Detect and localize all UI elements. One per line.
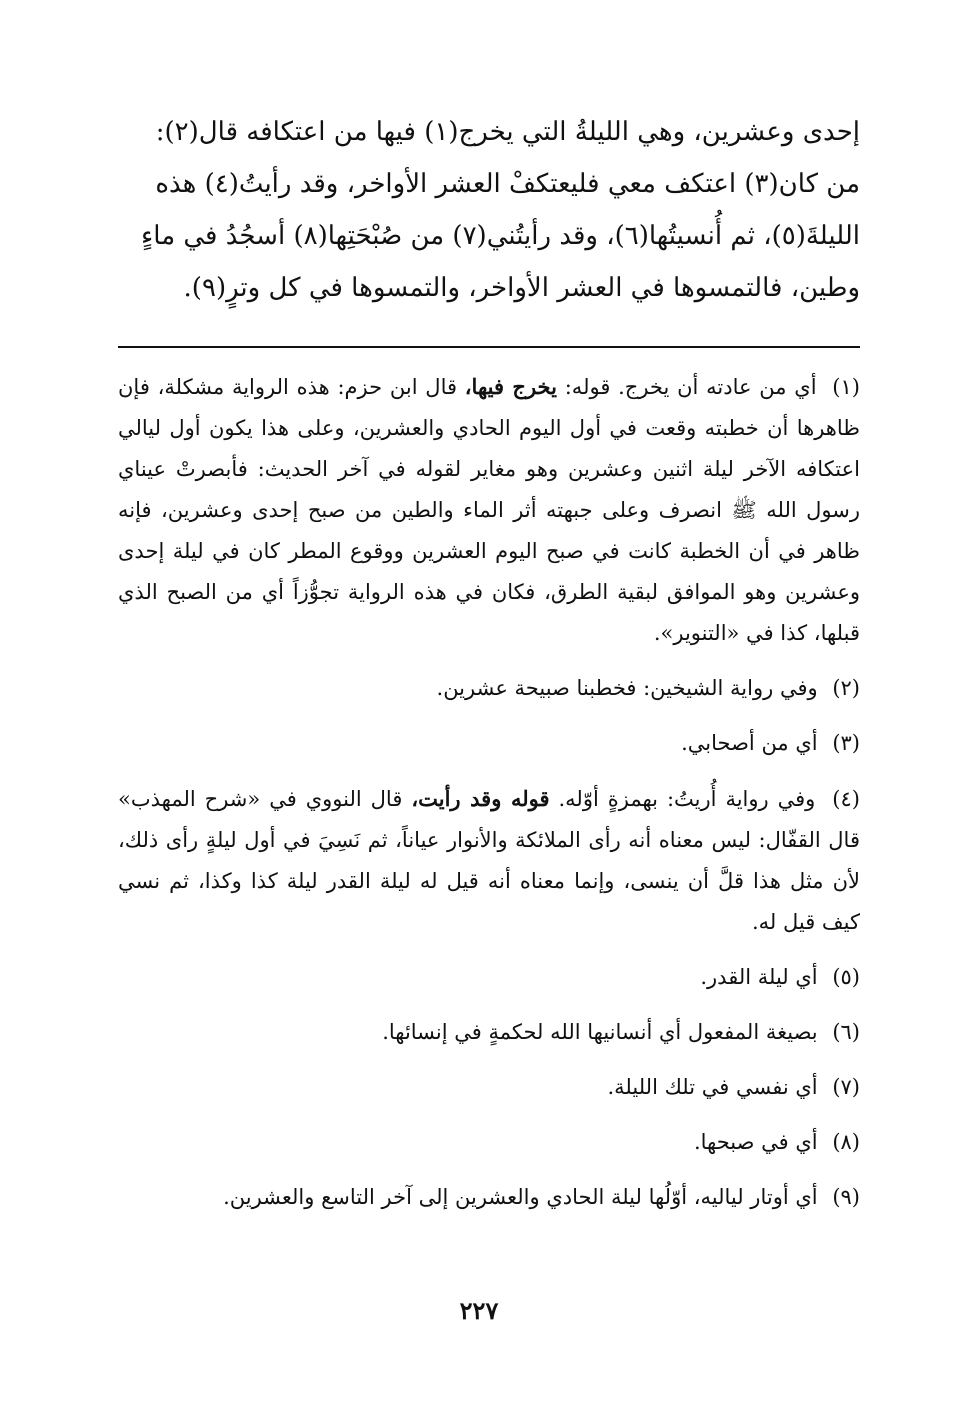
footnote-number: (٢) bbox=[832, 676, 860, 700]
footnote-separator bbox=[118, 346, 860, 348]
footnote-number: (٥) bbox=[832, 965, 860, 989]
footnote-6 bbox=[118, 1012, 860, 1053]
footnote-text: أي ليلة القدر. bbox=[700, 965, 818, 989]
main-line-4: وطين، فالتمسوها في العشر الأواخر، والتمسوها في كل وترٍ(٩). bbox=[183, 273, 860, 303]
footnote-3 bbox=[118, 723, 860, 764]
footnote-text: وفي رواية الشيخين: فخطبنا صبيحة عشرين. bbox=[436, 676, 818, 700]
footnote-text: أي من عادته أن يخرج. قوله: bbox=[564, 375, 817, 399]
footnote-text: أي في صبحها. bbox=[693, 1130, 818, 1154]
footnote-number: (٩) bbox=[832, 1185, 860, 1209]
footnote-2 bbox=[118, 668, 860, 709]
footnote-1 bbox=[118, 366, 860, 654]
footnote-number: (٣) bbox=[832, 731, 860, 755]
footnote-number: (٤) bbox=[832, 787, 860, 811]
footnote-bold-phrase: يخرج فيها، bbox=[464, 374, 557, 399]
footnote-7 bbox=[118, 1067, 860, 1108]
footnote-8 bbox=[118, 1122, 860, 1163]
footnote-text: قال النووي في «شرح المهذب» قال القفّال: ليس معناه أنه رأى الملائكة والأنوار عياناً، ثم نَسِيَ في أول ليلةٍ رأى ذلك، لأن مثل هذا قلَّ أن ينسى، وإنما معناه أنه قيل له ليلة القدر ليلة كذا وكذا، ثم نسي كيف قيل له. bbox=[118, 787, 860, 934]
footnote-text: قال ابن حزم: هذه الرواية مشكلة، فإن ظاهرها أن خطبته وقعت في أول اليوم الحادي والعشرين، وعلى هذا يكون أول ليالي اعتكافه الآخر ليلة اثنين وعشرين وهو مغاير لقوله في آخر الحديث: فأبصرتْ عيناي رسول الله ﷺ انصرف وعلى جبهته أثر الماء والطين من صبح إحدى وعشرين، فإنه ظاهر في أن الخطبة كانت في صبح اليوم العشرين ووقوع المطر كان في ليلة إحدى وعشرين وهو الموافق لبقية الطرق، فكان في هذه الرواية تجوُّزاً أي من الصبح الذي قبلها، كذا في «التنوير». bbox=[118, 375, 860, 645]
main-line-3: الليلةَ(٥)، ثم أُنسيتُها(٦)، وقد رأيتُني(٧) من صُبْحَتِها(٨) أسجُدُ في ماءٍ bbox=[141, 221, 860, 251]
page-number: ٢٢٧ bbox=[459, 1296, 499, 1325]
footnote-text: وفي رواية أُريتُ: بهمزةٍ أوّله. bbox=[558, 787, 816, 811]
main-line-2: من كان(٣) اعتكف معي فليعتكفْ العشر الأواخر، وقد رأيتُ(٤) هذه bbox=[155, 169, 860, 199]
main-text bbox=[118, 106, 860, 314]
footnote-number: (٧) bbox=[832, 1075, 860, 1099]
footnote-number: (١) bbox=[832, 375, 860, 399]
footnote-text: أي نفسي في تلك الليلة. bbox=[607, 1075, 818, 1099]
footnote-number: (٦) bbox=[832, 1020, 860, 1044]
footnotes bbox=[118, 366, 860, 1218]
footnote-text: أي من أصحابي. bbox=[681, 731, 818, 755]
footnote-number: (٨) bbox=[832, 1130, 860, 1154]
footnote-bold-phrase: قوله وقد رأيت، bbox=[411, 786, 550, 811]
footnote-text: بصيغة المفعول أي أنسانيها الله لحكمةٍ في إنسائها. bbox=[382, 1020, 818, 1044]
page-body bbox=[118, 106, 860, 1232]
footnote-5 bbox=[118, 957, 860, 998]
footnote-text: أي أوتار لياليه، أوّلُها ليلة الحادي والعشرين إلى آخر التاسع والعشرين. bbox=[223, 1185, 818, 1209]
main-line-1: إحدى وعشرين، وهي الليلةُ التي يخرج(١) فيها من اعتكافه قال(٢): bbox=[155, 117, 860, 147]
footnote-9 bbox=[118, 1177, 860, 1218]
footnote-4 bbox=[118, 778, 860, 943]
